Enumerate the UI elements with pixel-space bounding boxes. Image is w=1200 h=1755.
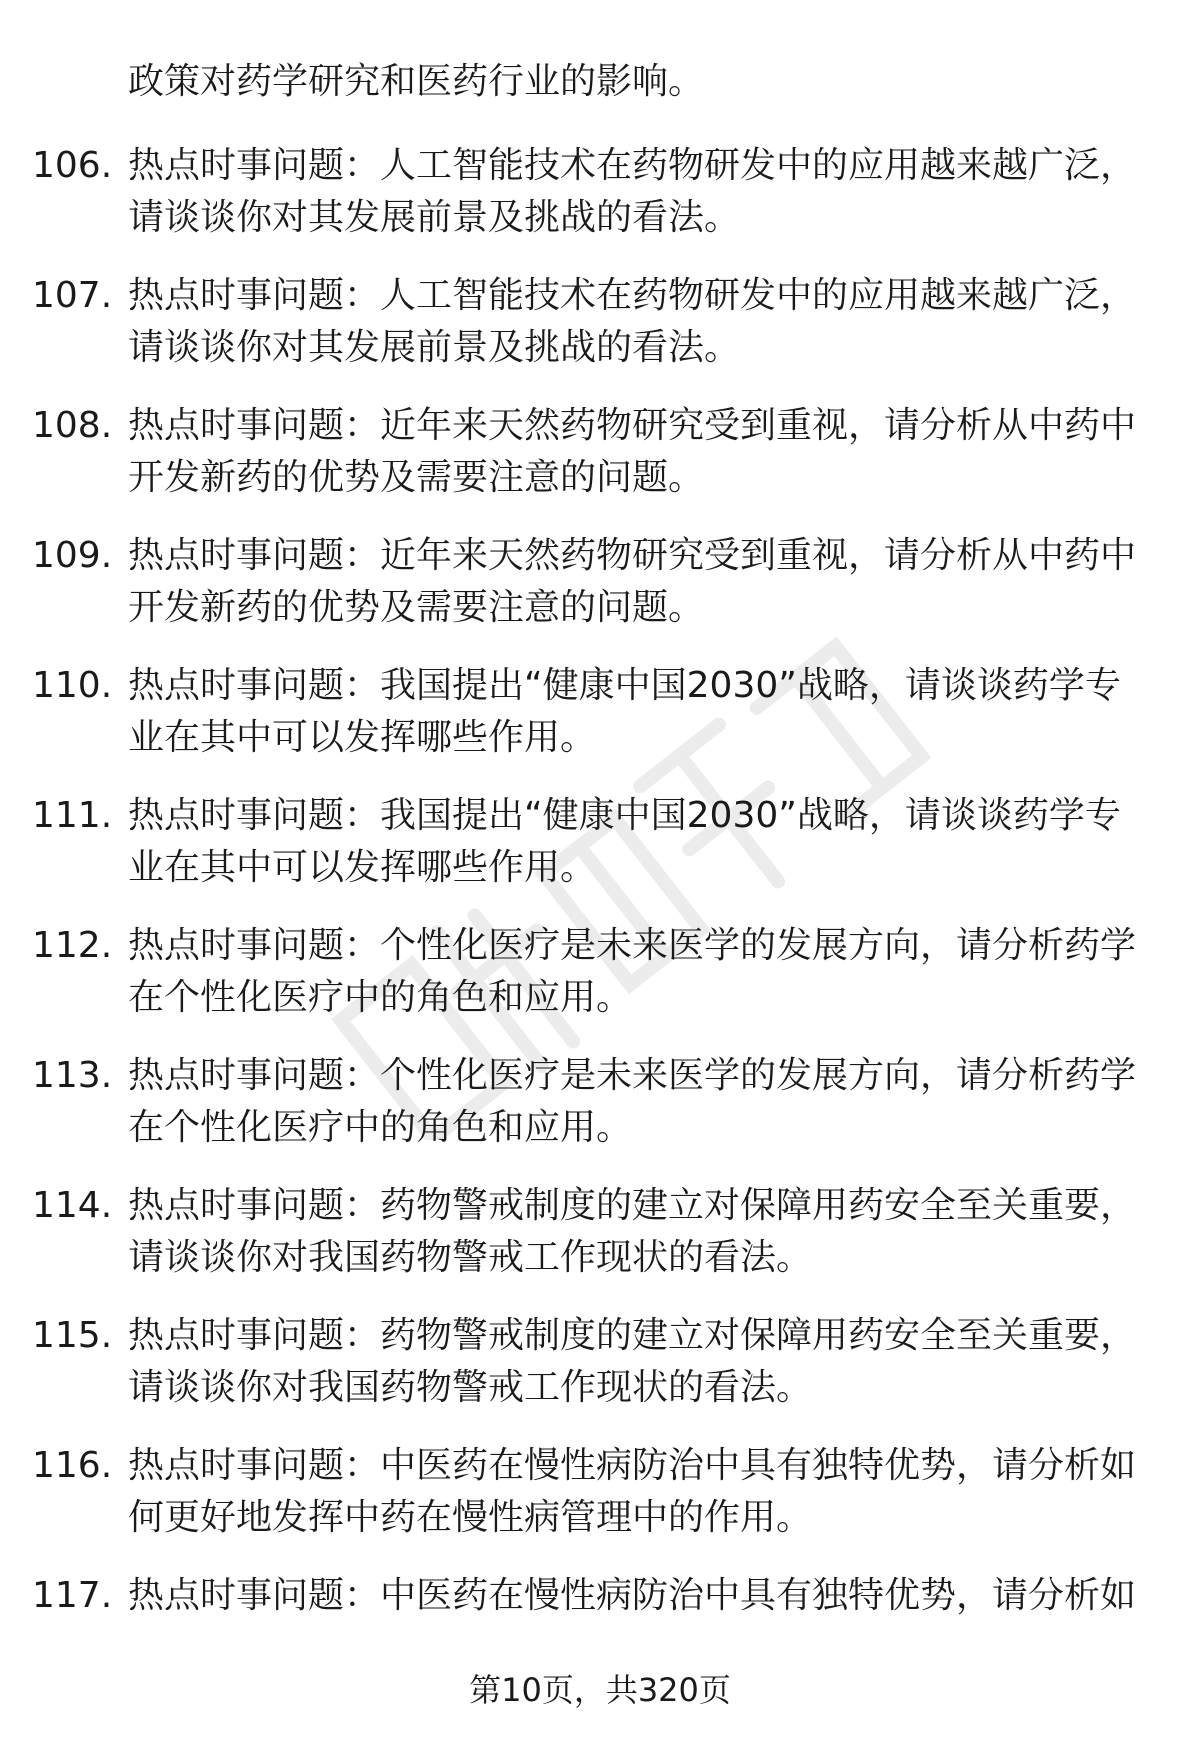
question-number: 112. [32,925,113,966]
question-number: 111. [32,795,113,836]
question-text [128,1180,1138,1284]
question-item [0,530,1200,634]
question-text [128,140,1138,244]
question-text-line: 热点时事问题：人工智能技术在药物研发中的应用越来越广泛， [128,275,1137,316]
page-number-footer: 第10页，共320页 [469,1671,731,1709]
question-item [0,1180,1200,1284]
question-item [0,1050,1200,1154]
question-number: 106. [32,145,113,186]
question-item [0,400,1200,504]
question-list [0,140,1200,1700]
question-text-line: 热点时事问题：药物警戒制度的建立对保障用药安全至关重要， [128,1315,1137,1356]
question-item [0,270,1200,374]
question-text [128,790,1138,894]
question-number: 113. [32,1055,113,1096]
question-text-line: 业在其中可以发挥哪些作用。 [128,717,597,758]
question-number: 115. [32,1315,113,1356]
question-text [128,1050,1138,1154]
question-text-line: 请谈谈你对我国药物警戒工作现状的看法。 [128,1367,813,1408]
question-text-line: 热点时事问题：中医药在慢性病防治中具有独特优势，请分析如 [128,1445,1137,1486]
question-number: 116. [32,1445,113,1486]
question-text-line: 热点时事问题：我国提出“健康中国2030”战略，请谈谈药学专 [128,795,1121,836]
question-text [128,1570,1138,1622]
question-text-line: 热点时事问题：药物警戒制度的建立对保障用药安全至关重要， [128,1185,1137,1226]
question-number: 114. [32,1185,113,1226]
question-text-line: 请谈谈你对其发展前景及挑战的看法。 [128,327,741,368]
question-text-line: 热点时事问题：我国提出“健康中国2030”战略，请谈谈药学专 [128,665,1121,706]
question-text-line: 在个性化医疗中的角色和应用。 [128,977,633,1018]
question-number: 108. [32,405,113,446]
question-text-line: 热点时事问题：个性化医疗是未来医学的发展方向，请分析药学 [128,925,1137,966]
question-text-line: 请谈谈你对我国药物警戒工作现状的看法。 [128,1237,813,1278]
question-text-line: 热点时事问题：近年来天然药物研究受到重视，请分析从中药中 [128,405,1137,446]
question-text [128,270,1138,374]
continuation-text: 政策对药学研究和医药行业的影响。 [128,61,705,102]
question-text-line: 热点时事问题：中医药在慢性病防治中具有独特优势，请分析如 [128,1575,1137,1616]
question-item [0,660,1200,764]
question-number: 107. [32,275,113,316]
question-item [0,1310,1200,1414]
question-item [0,1570,1200,1674]
question-text-line: 业在其中可以发挥哪些作用。 [128,847,597,888]
question-text-line: 请谈谈你对其发展前景及挑战的看法。 [128,197,741,238]
question-item [0,920,1200,1024]
question-text [128,920,1138,1024]
question-text-line: 热点时事问题：个性化医疗是未来医学的发展方向，请分析药学 [128,1055,1137,1096]
question-text [128,1440,1138,1544]
question-text [128,1310,1138,1414]
question-text-line: 热点时事问题：近年来天然药物研究受到重视，请分析从中药中 [128,535,1137,576]
question-number: 110. [32,665,113,706]
question-text [128,660,1138,764]
question-item [0,1440,1200,1544]
question-text [128,400,1138,504]
question-item [0,140,1200,244]
question-item [0,790,1200,894]
question-text-line: 热点时事问题：人工智能技术在药物研发中的应用越来越广泛， [128,145,1137,186]
question-text-line: 开发新药的优势及需要注意的问题。 [128,587,705,628]
question-number: 117. [32,1575,113,1616]
question-text-line: 何更好地发挥中药在慢性病管理中的作用。 [128,1497,813,1538]
question-text [128,530,1138,634]
question-text-line: 在个性化医疗中的角色和应用。 [128,1107,633,1148]
question-text-line: 开发新药的优势及需要注意的问题。 [128,457,705,498]
question-number: 109. [32,535,113,576]
